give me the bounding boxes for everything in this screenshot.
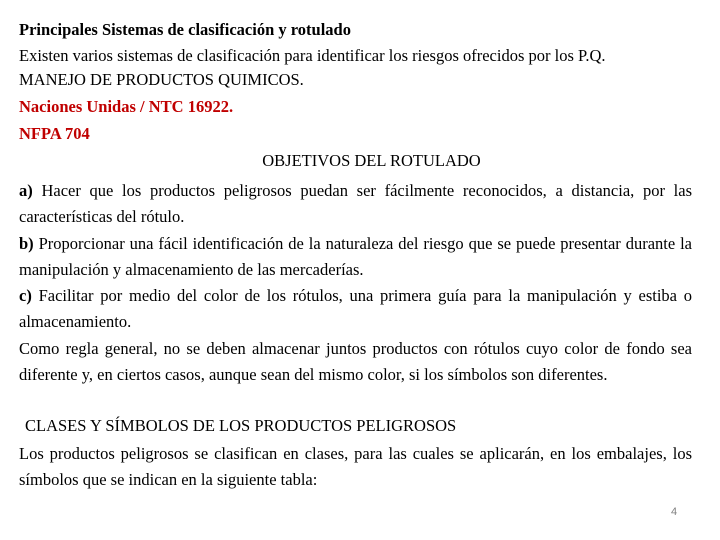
intro-line-1: Existen varios sistemas de clasificación para identificar los riesgos ofrecidos por los P.Q.: [19, 46, 606, 65]
objective-text-b: Proporcionar una fácil identificación de la naturaleza del riesgo que se puede presentar durante la manipulación y almacenamiento de las mercaderías.: [19, 234, 692, 279]
objective-text-a: Hacer que los productos peligrosos puedan ser fácilmente reconocidos, a distancia, por las características del rótulo.: [19, 181, 692, 226]
objective-marker-b: b): [19, 234, 34, 253]
classes-paragraph: Los productos peligrosos se clasifican en clases, para las cuales se aplicarán, en los embalajes, los símbolos que se indican en la siguiente tabla:: [19, 444, 692, 489]
objectives-heading: OBJETIVOS DEL ROTULADO: [262, 151, 481, 170]
objective-item-c: [19, 283, 692, 335]
classes-heading: CLASES Y SÍMBOLOS DE LOS PRODUCTOS PELIGROSOS: [25, 416, 457, 435]
objective-marker-a: a): [19, 181, 33, 200]
intro-line-2: MANEJO DE PRODUCTOS QUIMICOS.: [19, 70, 304, 89]
general-rule-paragraph: Como regla general, no se deben almacenar juntos productos con rótulos cuyo color de fondo sea diferente y, en ciertos casos, aunque sean del mismo color, si los símbolos son diferentes.: [19, 339, 692, 384]
system-nfpa: NFPA 704: [19, 124, 90, 143]
objective-item-a: [19, 178, 692, 230]
page-number: 4: [670, 506, 678, 518]
objective-text-c: Facilitar por medio del color de los rótulos, una primera guía para la manipulación y estiba o almacenamiento.: [19, 286, 692, 331]
page-title: Principales Sistemas de clasificación y rotulado: [19, 20, 351, 39]
objective-item-b: [19, 231, 692, 283]
objective-marker-c: c): [19, 286, 32, 305]
system-un-ntc: Naciones Unidas / NTC 16922.: [19, 97, 234, 116]
